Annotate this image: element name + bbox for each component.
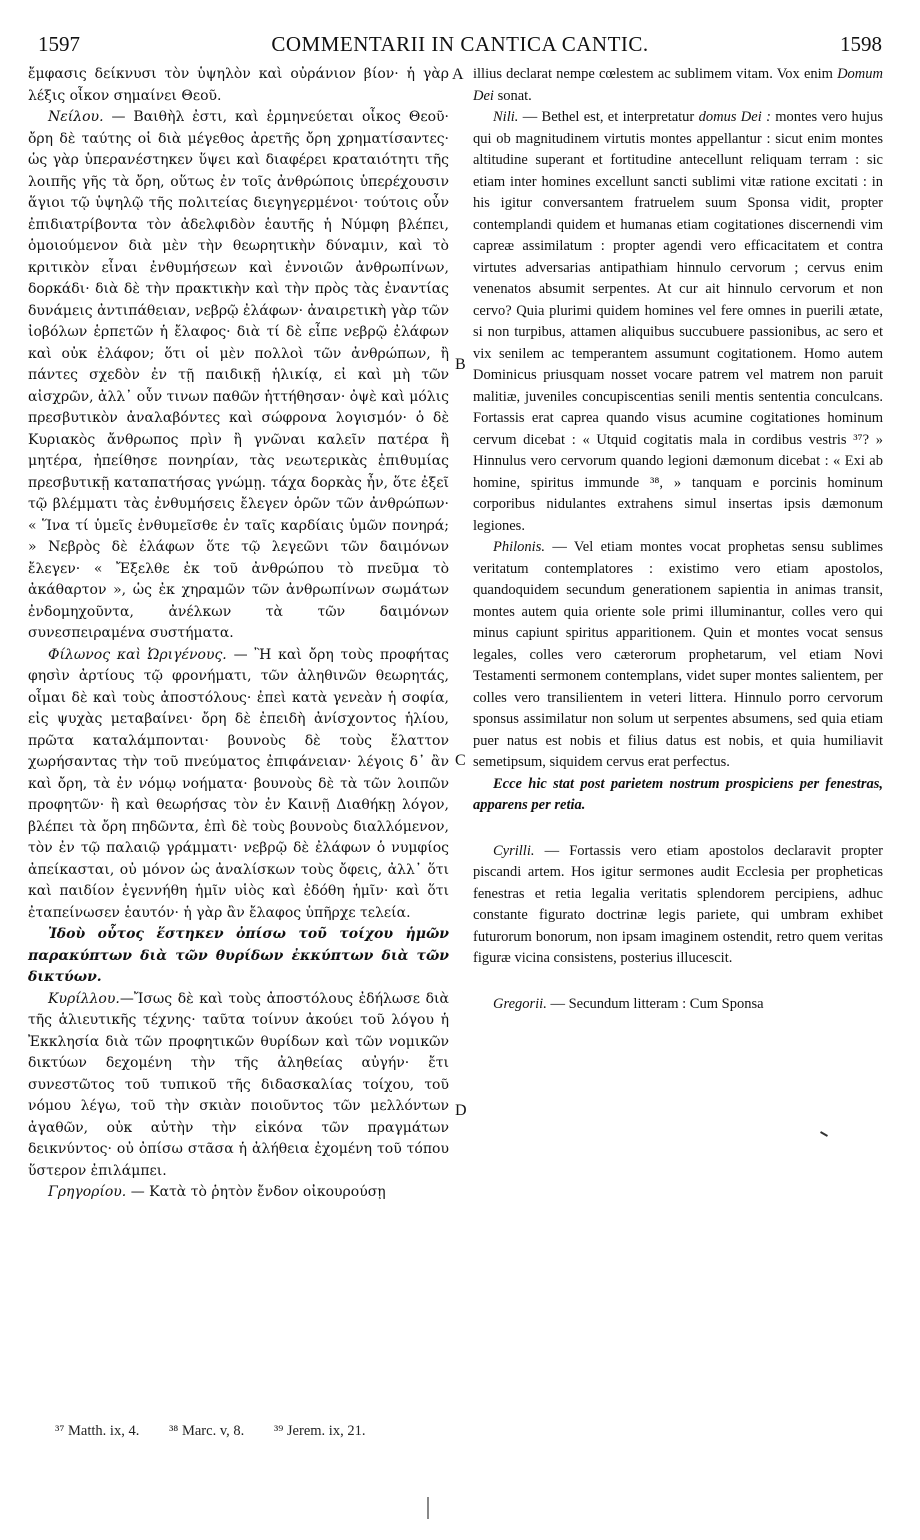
page-number-left: 1597 (38, 32, 80, 56)
running-header (38, 32, 882, 62)
attribution-philonis-latin: Philonis. (493, 539, 545, 555)
attribution-cyrilli-greek: Κυρίλλου. (48, 990, 120, 1007)
greek-paragraph-intro: ἔμφασις δείκνυσι τὸν ὑψηλὸν καὶ οὐράνιον βίον· ἡ γὰρ λέξις οἶκον σημαίνει Θεοῦ. (28, 66, 449, 104)
greek-paragraph-philonis: Φίλωνος καὶ Ὠριγένους. — Ἢ καὶ ὄρη τοὺς προφήτας φησὶν ἀρτίους τῷ φρονήματι, τῶν ἀληθινῶν θεωρητάς, οἶμαι δὲ καὶ τοὺς ἀποστόλους· ἐπεὶ κατὰ γενεὰν ἡ σοφία, εἰς ψυχὰς μεταβαίνει· ὄρη δὲ ἐπειδὴ ἀνίσχοντος ἡλίου, πρῶτα καταλάμπονται· βουνοὺς δὲ τοὺς ἔλαττον χωρήσαντας τὴν τοῦ πνεύματος ἐπιφάνειαν· λέγοις δ᾽ ἂν καὶ ὄρη, τὰ ἐν νόμῳ νοήματα· βουνοὺς δὲ τὰ τῶν λοιπῶν προφητῶν· ἢ καὶ θεωρήσας τὸν ἐν Καινῇ Διαθήκῃ λόγον, βλέπει τὰ ὄρη πηδῶντα, ἐπὶ δὲ τοὺς βουνοὺς διαλλόμενον, τὸν ἐν τῷ παλαιῷ γράμματι· νεβρῷ δὲ ἐλάφων ὁ νυμφίος ἀπείκασται, οὐ μόνον ὡς ἀναλίσκων τοὺς ὄφεις, ἀλλ᾽ ὅτι καὶ παιδίον ἐγεννήθη ἡμῖν υἱὸς καὶ ἐδόθη ἡμῖν· καὶ ὅτι ἐταπείνωσεν ἑαυτόν· ἡ γὰρ ἂν ἔλαφος ὑπῆρχε τελεία. (28, 646, 449, 921)
greek-verse: Ἰδοὺ οὗτος ἕστηκεν ὀπίσω τοῦ τοίχου ἡμῶν παρακύπτων διὰ τῶν θυρίδων ἐκκύπτων διὰ τῶν δικτύων. (28, 926, 449, 985)
footnote-38: ³⁸ Marc. v, 8. (168, 1423, 245, 1439)
section-marker-a: A (452, 66, 464, 83)
greek-paragraph-nili: Νείλου. — Βαιθὴλ ἐστι, καὶ ἑρμηνεύεται οἶκος Θεοῦ· ὄρη δὲ ταύτης οἱ διὰ μέγεθος ἀρετῆς ὄρη χρηματίσαντες· ὡς γὰρ ὑπερανέστηκεν ὕψει καὶ διαφέρει κραταιότητι τῆς λοιπῆς γῆς τὰ ὄρη, οὕτως ἐν τοῖς ἀνθρώποις ὑπερέχουσιν ἅγιοι τῷ ὑψηλῷ τῆς πολιτείας διεγηγερμένοι· τούτοις οὖν ἐπιδιατρίβοντα τὸν ἀδελφιδὸν ἑαυτῆς ἡ Νύμφη βλέπει, ὁμοιούμενον διὰ μὲν τὴν θεωρητικὴν δύναμιν, καὶ τὸ κριτικὸν εἶναι ἐνθυμήσεων καὶ ἐννοιῶν ἀνθρωπίνων, δορκάδι· διὰ δὲ τὴν πρακτικὴν καὶ τὴν πρὸς τὰς ἐναντίας δυνάμεις ἀντιπάθειαν, νεβρῷ ἐλάφων· ἀναιρετικὴ γὰρ τῶν ἰοβόλων ἑρπετῶν ἡ ἔλαφος· διὰ τί δὲ εἶπε νεβρῷ ἐλάφων καὶ οὐκ ἐλάφον; ὅτι οἱ μὲν πολλοὶ τῶν ἀνθρώπων, ἢ πάντες σχεδὸν ἐν τῇ παιδικῇ ἡλικίᾳ, εἰ καὶ μὴ τῶν αἰσχρῶν, ἀλλ᾽ οὖν τινων παθῶν ἡττήθησαν· ὀψὲ καὶ μόλις πρεσβυτικὸν ἀναλαβόντες καὶ σώφρονα λογισμόν· ὁ δὲ Κυριακὸς ἄνθρωπος πρὶν ἢ γνῶναι καλεῖν πατέρα ἢ μητέρα, ἠπείθησε πονηρίαν, τὰς νεωτερικὰς ἐπιθυμίας πρεσβυτικῇ καταπατήσας γνώμῃ. τάχα δορκὰς ἦν, ὅτε ἐξεῖ τῷ βλέμματι τὰς ἐνθυμήσεις ἔλεγεν ὁρῶν τῶν ἀνθρώπων· « Ἵνα τί ὑμεῖς ἐνθυμεῖσθε ἐν ταῖς καρδίαις ὑμῶν πονηρά; » Νεβρὸς δὲ ἐλάφων ὅτε τῷ λεγεῶνι τῶν δαιμόνων ἔλεγεν· « Ἔξελθε ἐκ τοῦ ἀνθρώπου τὸ πνεῦμα τὸ ἀκάθαρτον », ὡς ἐκ χηραμῶν τῶν ἀνθρωπίνων σωμάτων ἐνδομηχοῦντα, ἀνέλκων τὰ τῶν δαιμόνων συνεσπειραμένα συστήματα. (28, 109, 449, 641)
latin-verse: Ecce hic stat post parietem nostrum prospiciens per fenestras, apparens per retia. (473, 775, 883, 813)
latin-column (473, 64, 883, 1015)
greek-column (28, 64, 449, 1204)
latin-paragraph-nili: Nili. — Bethel est, et interpretatur domus Dei : montes vero hujus qui ob magnitudinem virtutis montes appellantur : sicut enim montes altitudine superant et fortitudine antecellunt reliquam terram : sic etiam inter homines excellunt sancti sublimi vitæ ratione excitati : in his igitur conversantem fratruelem suum Sponsa vidit, propter contemplandi quidem et humanas etiam cogitationes discernendi vim capreæ assimilatum : propter agendi vero efficacitatem et contra virtutes adversarias antipathiam hinnulo cervorum ; cervus enim venenatos absumit serpentes. At cur ait hinnulo cervorum et non cervo? Quia plurimi quidem homines vel fere omnes in puerili ætate, si non turpibus, attamen aliquibus succubuere passionibus, ac sero et vix senilem ac temperantem assumunt cogitationem. Homo autem Dominicus priusquam nosset vocare patrem vel matrem non paruit malitiæ, juveniles concupiscentias senili mentis sententia conculcans. Fortassis erat caprea quando visus acumine cogitationes hominum cervum dicebat : « Utquid cogitatis mala in cordibus vestris ³⁷? » Hinnulus vero cervorum quando legioni dæmonum dicebat : « Exi ab homine, spiritus immunde ³⁸, » tanquam e porcinis hominum corporibus nidulantes extrahens simul insertas ipsis dæmonum legiones. (473, 109, 883, 534)
attribution-cyrilli-latin: Cyrilli. (493, 842, 535, 859)
footnotes (55, 1423, 855, 1440)
section-marker-d: D (455, 1102, 467, 1119)
latin-paragraph-philonis: Philonis. — Vel etiam montes vocat prophetas sensu sublimes veritatum contemplatores : existimo vero etiam apostolos, quandoquidem secundum generationem sapientia in animas transit, montes autem quia oriente sole primi illuminantur, colles vero qui minus capiunt spiritus apparitionem. Quin et montes vocat sensus legales, colles vero cæterorum prophetarum, vel etiam Novi Testamenti sermonem contemplans, videt super montes salientem, per colles vero transilientem in veteri littera. Hinnulo porro cervorum sponsus assimilatur non solum ut serpentes absumens, sed quia etiam puer natus est nobis et filius datus est nobis, et quia humiliavit semetipsum, siquidem cervus erat perfectus. (473, 539, 883, 770)
attribution-gregorii-greek: Γρηγορίου. (48, 1184, 127, 1200)
footnote-37: ³⁷ Matth. ix, 4. (55, 1423, 140, 1439)
running-title: COMMENTARII IN CANTICA CANTIC. (271, 32, 649, 56)
printing-tick-mark (820, 1131, 828, 1137)
attribution-gregorii-latin: Gregorii. (493, 995, 547, 1012)
section-marker-c: C (455, 752, 466, 769)
page-number-right: 1598 (840, 32, 882, 56)
latin-paragraph-gregorii: Gregorii. — Secundum litteram : Cum Sponsa (493, 995, 764, 1012)
attribution-nili-latin: Nili. (493, 109, 519, 125)
greek-paragraph-gregorii: Γρηγορίου. — Κατὰ τὸ ῥητὸν ἔνδον οἰκουρούσῃ (48, 1184, 386, 1200)
page-bottom-mark (427, 1497, 429, 1519)
section-marker-b: B (455, 356, 466, 373)
attribution-philonis-greek: Φίλωνος καὶ Ὠριγένους. (48, 646, 227, 663)
footnote-39: ³⁹ Jerem. ix, 21. (273, 1423, 366, 1439)
latin-paragraph-intro: illius declarat nempe cœlestem ac sublimem vitam. Vox enim Domum Dei sonat. (473, 66, 883, 104)
greek-paragraph-cyrilli: Κυρίλλου.—Ἴσως δὲ καὶ τοὺς ἀποστόλους ἐδήλωσε διὰ τῆς ἁλιευτικῆς τέχνης· ταῦτα τοίνυν ἀκούει τοῦ λόγου ἡ Ἐκκλησία διὰ τῶν προφητικῶν θυρίδων καὶ τῶν νομικῶν δικτύων δεχομένη τὴν τῆς ἀληθείας αὐγήν· ἔτι συνεστῶτος τοῦ τυπικοῦ τῆς διδασκαλίας τοίχου, τοῦ νόμου λέγω, τοῦ τὴν σκιὰν ποιοῦντος τῶν μελλόντων ἀγαθῶν, οὐκ αὐτὴν τὴν εἰκόνα τῶν πραγμάτων δεικνύντος· οὐ ὀπίσω στᾶσα ἡ ἀλήθεια ἐχομένη τοῦ τόπου ὕστερον ἐπιλάμπει. (28, 990, 449, 1179)
latin-paragraph-cyrilli: Cyrilli. — Fortassis vero etiam apostolos declaravit propter piscandi artem. Hos igitur sermones audit Ecclesia per propheticas fenestras et retia legalia veritatis splendorem percipiens, adhuc constante figurato doctrinæ legis pariete, qui umbram exhibet futurorum bonorum, non ipsam imaginem ostendit, retro quem veritas figuræ vicina consistens, posterius illucescit. (473, 842, 883, 966)
attribution-nili-greek: Νείλου. (48, 109, 104, 125)
